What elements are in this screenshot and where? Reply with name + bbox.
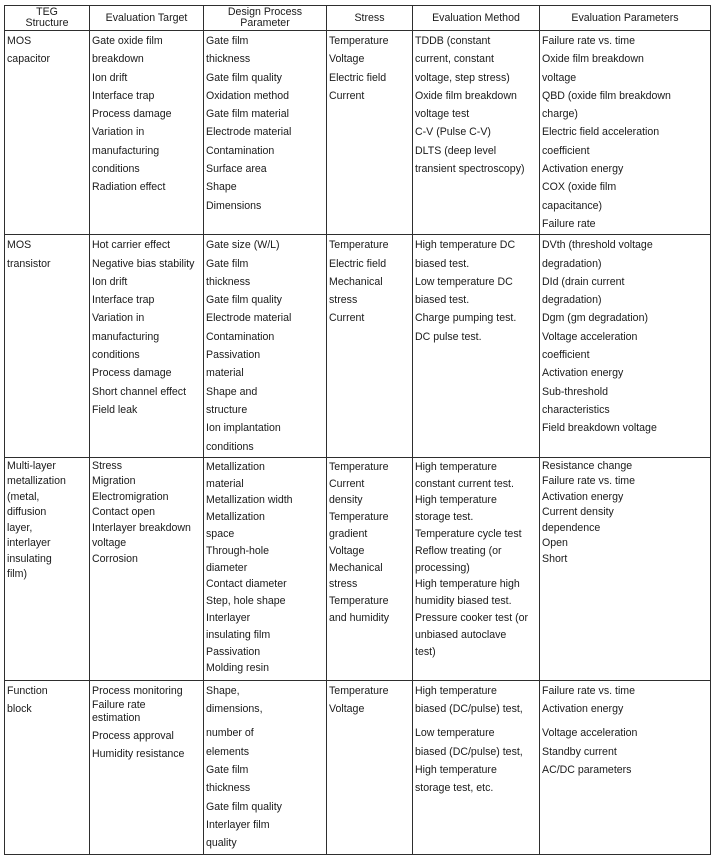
table-row bbox=[5, 457, 711, 680]
cell-structure: Function block bbox=[5, 680, 90, 854]
header-design-process-parameter: Design Process Parameter bbox=[204, 6, 327, 31]
cell-evaluation-parameters: Resistance change Failure rate vs. time Activation energy Current density dependence Open Short bbox=[540, 457, 711, 680]
cell-evaluation-method: High temperature biased (DC/pulse) test, Low temperature biased (DC/pulse) test, High temperature storage test, etc. bbox=[413, 680, 540, 854]
cell-evaluation-method: TDDB (constant current, constant voltage, step stress) Oxide film breakdown voltage test C-V (Pulse C-V) DLTS (deep level transient spectroscopy) bbox=[413, 31, 540, 235]
cell-stress: Temperature Current density Temperature gradient Voltage Mechanical stress Temperature and humidity bbox=[327, 457, 413, 680]
cell-design-parameter: Gate film thickness Gate film quality Oxidation method Gate film material Electrode material Contamination Surface area Shape Dimensions bbox=[204, 31, 327, 235]
cell-stress: Temperature Voltage bbox=[327, 680, 413, 854]
cell-structure: MOS transistor bbox=[5, 235, 90, 458]
cell-evaluation-parameters: Failure rate vs. time Activation energy Voltage acceleration Standby current AC/DC parameters bbox=[540, 680, 711, 854]
table-row bbox=[5, 31, 711, 235]
header-stress: Stress bbox=[327, 6, 413, 31]
cell-design-parameter: Metallization material Metallization width Metallization space Through-hole diameter Contact diameter Step, hole shape Interlayer insulating film Passivation Molding resin bbox=[204, 457, 327, 680]
cell-stress: Temperature Voltage Electric field Current bbox=[327, 31, 413, 235]
cell-evaluation-target: Process monitoring Failure rate estimation Process approval Humidity resistance bbox=[90, 680, 204, 854]
table-row bbox=[5, 235, 711, 458]
cell-evaluation-target: Hot carrier effect Negative bias stability Ion drift Interface trap Variation in manufacturing conditions Process damage Short channel effect Field leak bbox=[90, 235, 204, 458]
header-evaluation-target: Evaluation Target bbox=[90, 6, 204, 31]
teg-evaluation-table bbox=[4, 5, 711, 855]
cell-evaluation-parameters: DVth (threshold voltage degradation) DId (drain current degradation) Dgm (gm degradation) Voltage acceleration coefficient Activation energy Sub-threshold characteristics Field breakdown voltage bbox=[540, 235, 711, 458]
cell-structure: MOS capacitor bbox=[5, 31, 90, 235]
cell-stress: Temperature Electric field Mechanical stress Current bbox=[327, 235, 413, 458]
header-row bbox=[5, 6, 711, 31]
cell-evaluation-target: Stress Migration Electromigration Contact open Interlayer breakdown voltage Corrosion bbox=[90, 457, 204, 680]
table-row bbox=[5, 680, 711, 854]
header-evaluation-method: Evaluation Method bbox=[413, 6, 540, 31]
header-evaluation-parameters: Evaluation Parameters bbox=[540, 6, 711, 31]
cell-evaluation-parameters: Failure rate vs. time Oxide film breakdown voltage QBD (oxide film breakdown charge) Electric field acceleration coefficient Activation energy COX (oxide film capacitance) Failure rate bbox=[540, 31, 711, 235]
cell-design-parameter: Shape, dimensions, number of elements Gate film thickness Gate film quality Interlayer film quality bbox=[204, 680, 327, 854]
cell-evaluation-method: High temperature constant current test. High temperature storage test. Temperature cycle test Reflow treating (or processing) High temperature high humidity biased test. Pressure cooker test (or unbiased autoclave test) bbox=[413, 457, 540, 680]
header-teg-structure: TEG Structure bbox=[5, 6, 90, 31]
cell-evaluation-target: Gate oxide film breakdown Ion drift Interface trap Process damage Variation in manufacturing conditions Radiation effect bbox=[90, 31, 204, 235]
cell-structure: Multi-layer metallization (metal, diffusion layer, interlayer insulating film) bbox=[5, 457, 90, 680]
cell-design-parameter: Gate size (W/L) Gate film thickness Gate film quality Electrode material Contamination Passivation material Shape and structure Ion implantation conditions bbox=[204, 235, 327, 458]
cell-evaluation-method: High temperature DC biased test. Low temperature DC biased test. Charge pumping test. DC pulse test. bbox=[413, 235, 540, 458]
